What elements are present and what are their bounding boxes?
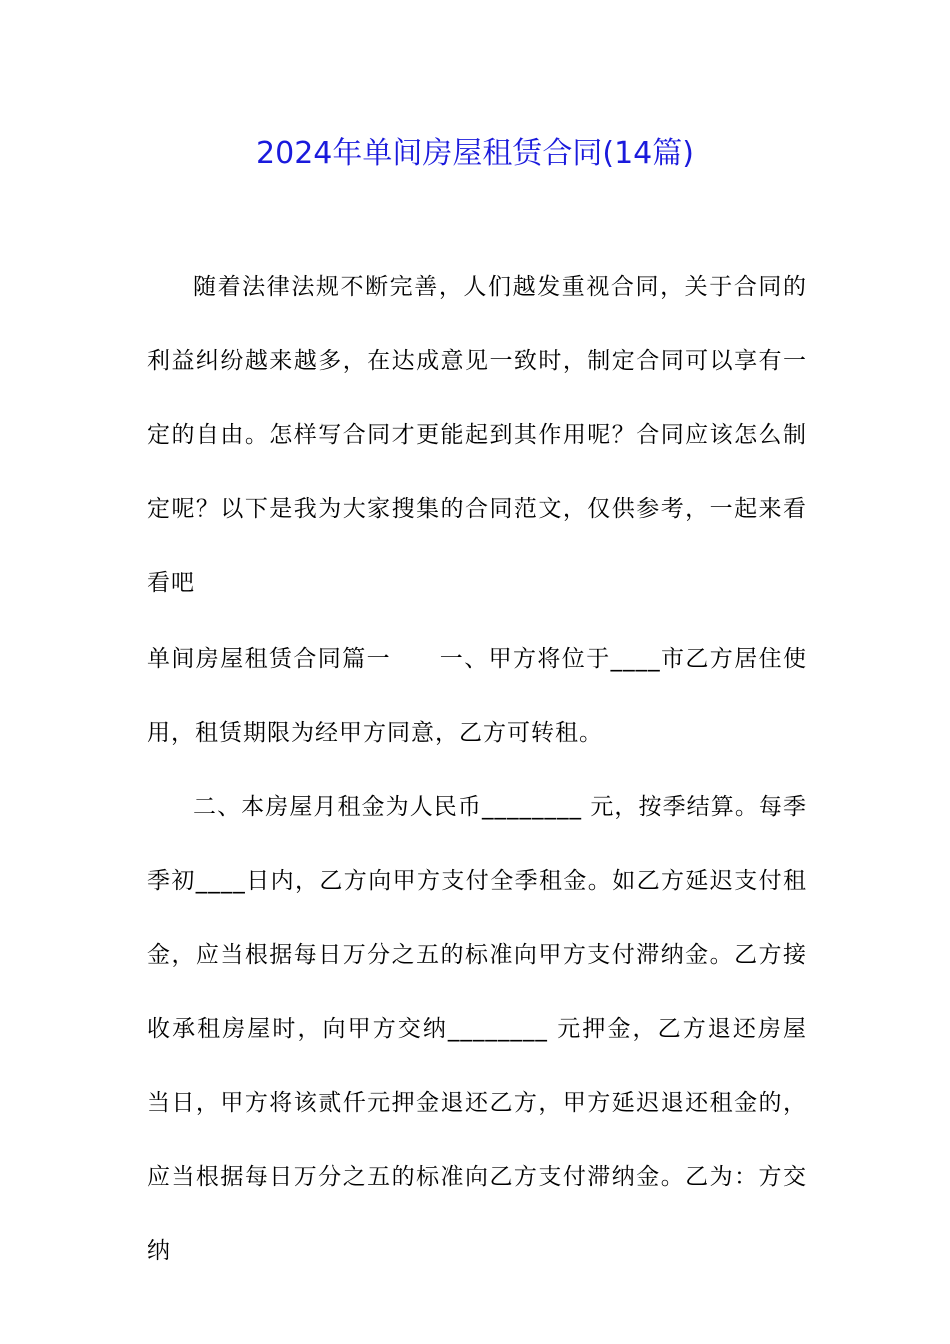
paragraph-text: 二、本房屋月租金为人民币________ 元，按季结算。每季季初____日内，乙方向甲方支付全季租金。如乙方延迟支付租金，应当根据每日万分之五的标准向甲方支付滞纳金。乙方接收承租房屋时，向甲方交纳________ 元押金，乙方退还房屋当日，甲方将该贰仟元押金退还乙方，甲方延迟退还租金的，应当根据每日万分之五的标准向乙方支付滞纳金。乙为：方交纳	[147, 794, 807, 1264]
paragraph-section-one	[147, 622, 807, 770]
document-title: 2024年单间房屋租赁合同(14篇)	[256, 136, 694, 171]
paragraph-intro	[147, 250, 807, 620]
paragraph-section-two	[147, 770, 807, 1288]
paragraph-text: 单间房屋租赁合同篇一 一、甲方将位于____市乙方居住使用，租赁期限为经甲方同意，乙方可转租。	[147, 646, 807, 746]
paragraph-text: 随着法律法规不断完善，人们越发重视合同，关于合同的利益纠纷越来越多，在达成意见一致时，制定合同可以享有一定的自由。怎样写合同才更能起到其作用呢？合同应该怎么制定呢？以下是我为大家搜集的合同范文，仅供参考，一起来看看吧	[147, 274, 807, 596]
